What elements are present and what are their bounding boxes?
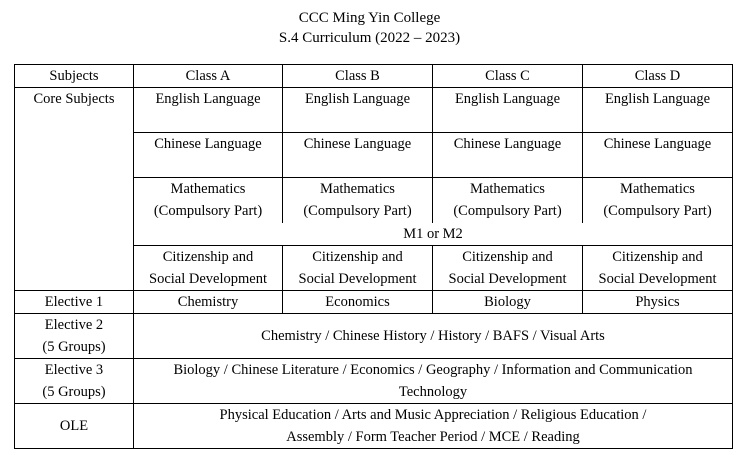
chinese-class-c: Chinese Language <box>433 133 583 178</box>
elective1-label: Elective 1 <box>15 290 134 313</box>
math-class-a <box>134 178 283 223</box>
elective3-label-line1: Elective 3 <box>44 361 104 378</box>
math-line1: Mathematics <box>620 181 695 198</box>
elective2-row <box>15 313 733 358</box>
math-line1: Mathematics <box>320 181 395 198</box>
math-class-b <box>283 178 433 223</box>
header-class-b: Class B <box>283 65 433 88</box>
m1-or-m2: M1 or M2 <box>134 223 733 246</box>
csd-line2: Social Development <box>598 270 717 287</box>
csd-line2: Social Development <box>448 270 567 287</box>
header-subjects: Subjects <box>15 65 134 88</box>
curriculum-table <box>14 64 733 449</box>
core-subjects-label: Core Subjects <box>15 88 134 291</box>
chinese-class-a: Chinese Language <box>134 133 283 178</box>
csd-class-c <box>433 245 583 290</box>
math-line2: (Compulsory Part) <box>303 203 412 220</box>
english-class-c: English Language <box>433 88 583 133</box>
csd-class-a <box>134 245 283 290</box>
ole-line2: Assembly / Form Teacher Period / MCE / Reading <box>286 428 580 445</box>
curriculum-title: S.4 Curriculum (2022 – 2023) <box>278 30 461 46</box>
core-english-row <box>15 88 733 133</box>
english-class-a: English Language <box>134 88 283 133</box>
header-class-a: Class A <box>134 65 283 88</box>
csd-line1: Citizenship and <box>612 248 703 265</box>
header-class-d: Class D <box>583 65 733 88</box>
elective1-class-a: Chemistry <box>134 290 283 313</box>
math-class-c <box>433 178 583 223</box>
elective3-options-line2: Technology <box>398 383 468 400</box>
ole-activities <box>134 403 733 448</box>
chinese-class-b: Chinese Language <box>283 133 433 178</box>
math-line2: (Compulsory Part) <box>153 203 263 220</box>
elective1-class-b: Economics <box>283 290 433 313</box>
math-line1: Mathematics <box>170 181 246 198</box>
csd-line1: Citizenship and <box>312 248 403 265</box>
elective3-options-line1: Biology / Chinese Literature / Economics / Geography / Information and Communication <box>173 361 693 378</box>
english-class-d: English Language <box>583 88 733 133</box>
elective1-class-d: Physics <box>583 290 733 313</box>
csd-class-d <box>583 245 733 290</box>
csd-class-b <box>283 245 433 290</box>
csd-line1: Citizenship and <box>462 248 553 265</box>
elective1-class-c: Biology <box>433 290 583 313</box>
elective3-row <box>15 358 733 403</box>
csd-line1: Citizenship and <box>162 248 254 265</box>
ole-line1: Physical Education / Arts and Music Appreciation / Religious Education / <box>219 406 647 423</box>
header-class-c: Class C <box>433 65 583 88</box>
math-line2: (Compulsory Part) <box>603 203 712 220</box>
ole-row <box>15 403 733 448</box>
elective2-label <box>15 313 134 358</box>
elective2-label-line1: Elective 2 <box>44 316 104 333</box>
elective1-row <box>15 290 733 313</box>
ole-label: OLE <box>15 403 134 448</box>
csd-line2: Social Development <box>298 270 417 287</box>
header-row <box>15 65 733 88</box>
csd-line2: Social Development <box>149 270 267 287</box>
school-name: CCC Ming Yin College <box>298 10 441 26</box>
chinese-class-d: Chinese Language <box>583 133 733 178</box>
math-line2: (Compulsory Part) <box>453 203 562 220</box>
english-class-b: English Language <box>283 88 433 133</box>
document-heading <box>0 8 739 48</box>
elective3-label <box>15 358 134 403</box>
elective2-options: Chemistry / Chinese History / History / BAFS / Visual Arts <box>134 313 733 358</box>
math-line1: Mathematics <box>470 181 545 198</box>
elective3-label-line2: (5 Groups) <box>42 383 106 400</box>
elective3-options <box>134 358 733 403</box>
elective2-label-line2: (5 Groups) <box>42 338 106 355</box>
math-class-d <box>583 178 733 223</box>
